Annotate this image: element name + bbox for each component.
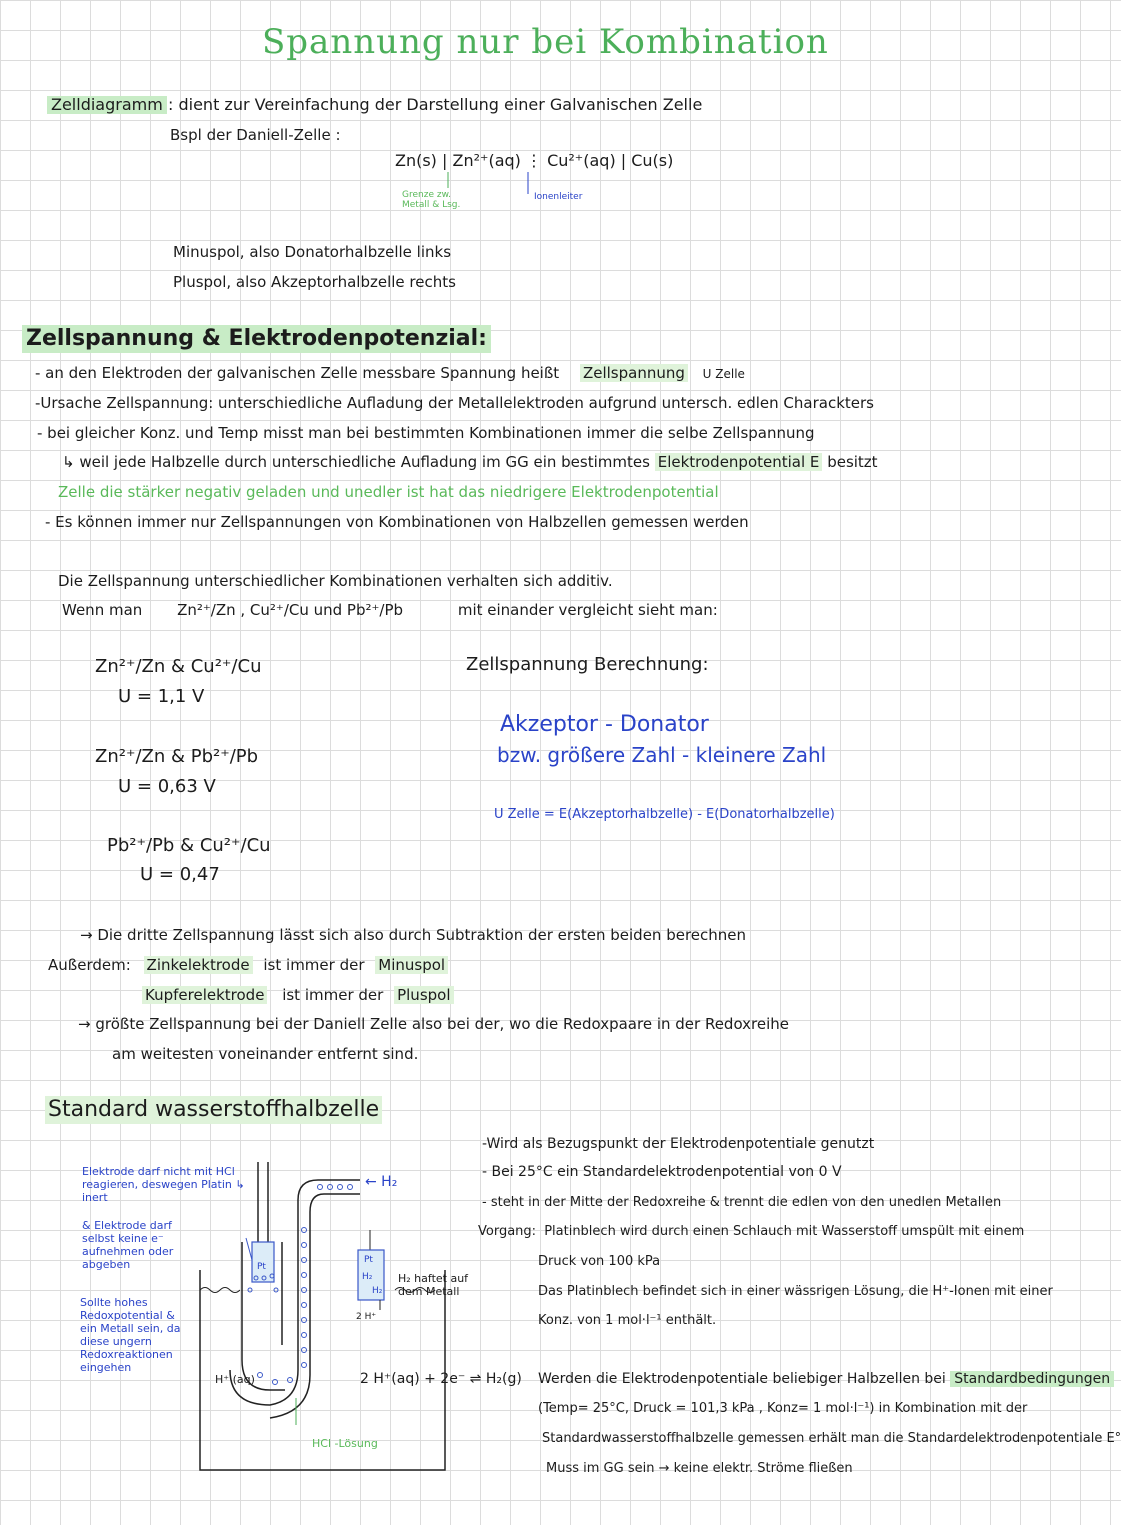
hydrogen-equation: 2 H⁺(aq) + 2e⁻ ⇌ H₂(g)	[360, 1371, 522, 1387]
pluspol-text: Pluspol, also Akzeptorhalbzelle rechts	[173, 273, 456, 291]
left-note-2: & Elektrode darf selbst keine e⁻ aufnehmen oder abgeben	[82, 1219, 174, 1271]
conclusion-ist1: ist immer der	[263, 956, 365, 974]
additiv-line2	[62, 601, 718, 619]
conclusion-line5: am weitesten voneinander entfernt sind.	[112, 1045, 419, 1063]
final-line-2: (Temp= 25°C, Druck = 101,3 kPa , Konz= 1 mol·l⁻¹) in Kombination mit der	[538, 1401, 1028, 1416]
example-2-value: U = 0,63 V	[118, 776, 216, 797]
minuspol-text: Minuspol, also Donatorhalbzelle links	[173, 243, 452, 261]
additiv-post: mit einander vergleicht sieht man:	[457, 601, 718, 619]
conclusion-ausserdem: Außerdem:	[48, 956, 131, 974]
final-line-3: Standardwasserstoffhalbzelle gemessen erhält man die Standardelektrodenpotentiale E°	[542, 1431, 1121, 1446]
label-h2-small: H₂	[372, 1286, 383, 1296]
additiv-line1: Die Zellspannung unterschiedlicher Kombinationen verhalten sich additiv.	[58, 572, 613, 590]
additiv-pre: Wenn man	[62, 601, 143, 619]
line1-pre: - an den Elektroden der galvanischen Zelle messbare Spannung heißt	[35, 364, 560, 382]
label-2h: 2 H⁺	[356, 1312, 377, 1322]
example-3-value: U = 0,47	[140, 864, 220, 885]
zellspannung-line2: -Ursache Zellspannung: unterschiedliche Aufladung der Metallelektroden aufgrund untersch. edlen Charackters	[35, 394, 874, 412]
left-note-3: Sollte hohes Redoxpotential & ein Metall sein, da diese ungern Redoxreaktionen eingehen	[80, 1296, 181, 1374]
conclusion-line2	[48, 956, 448, 974]
conclusion-line3	[142, 986, 454, 1004]
zelldiagramm-example: Bspl der Daniell-Zelle :	[170, 126, 341, 144]
berechnung-line1: Akzeptor - Donator	[500, 712, 709, 737]
vorgang-line-4: Konz. von 1 mol·l⁻¹ enthält.	[538, 1313, 717, 1328]
note-ion: Ionenleiter	[534, 192, 583, 202]
zellspannung-heading: Zellspannung & Elektrodenpotenzial:	[22, 325, 491, 353]
conclusion-ist2: ist immer der	[282, 986, 384, 1004]
standard-heading: Standard wasserstoffhalbzelle	[45, 1096, 382, 1124]
conclusion-zink: Zinkelektrode	[144, 956, 253, 974]
line1-term: Zellspannung	[580, 364, 688, 382]
final-pre: Werden die Elektrodenpotentiale beliebiger Halbzellen bei	[538, 1371, 946, 1387]
zellspannung-line1	[35, 364, 745, 383]
vorgang-line-1	[478, 1223, 1024, 1241]
final-line-1	[538, 1370, 1114, 1388]
line4-post: besitzt	[827, 453, 878, 471]
example-2-pair: Zn²⁺/Zn & Pb²⁺/Pb	[95, 746, 259, 767]
vorgang-label: Vorgang:	[478, 1224, 537, 1239]
label-pt: Pt	[257, 1262, 266, 1272]
line4-pre: ↳ weil jede Halbzelle durch unterschiedliche Aufladung im GG ein bestimmtes	[62, 453, 650, 471]
final-highlight: Standardbedingungen	[950, 1371, 1114, 1387]
page-title: Spannung nur bei Kombination	[262, 22, 829, 62]
zellspannung-line6: - Es können immer nur Zellspannungen von Kombinationen von Halbzellen gemessen werden	[45, 513, 749, 531]
example-3-pair: Pb²⁺/Pb & Cu²⁺/Cu	[107, 835, 271, 856]
line4-term: Elektrodenpotential E	[655, 453, 823, 471]
label-h2-arrow: ← H₂	[365, 1174, 398, 1190]
zellspannung-line5: Zelle die stärker negativ geladen und unedler ist hat das niedrigere Elektrodenpotential	[58, 483, 719, 501]
example-1-value: U = 1,1 V	[118, 686, 205, 707]
conclusion-line4: → größte Zellspannung bei der Daniell Zelle also bei der, wo die Redoxpaare in der Redoxreihe	[78, 1015, 790, 1033]
hydrogen-electrode-diagram	[190, 1150, 490, 1480]
label-hcl: HCl -Lösung	[312, 1437, 378, 1450]
conclusion-line1: → Die dritte Zellspannung lässt sich also durch Subtraktion der ersten beiden berechnen	[80, 926, 747, 944]
conclusion-kupfer: Kupferelektrode	[142, 986, 267, 1004]
note-boundary: Grenze zw. Metall & Lsg.	[402, 190, 461, 210]
label-h-aq: H⁺ (aq)	[215, 1373, 255, 1386]
conclusion-minuspol: Minuspol	[375, 956, 448, 974]
vorgang-line-2: Druck von 100 kPa	[538, 1254, 661, 1269]
zelldiagramm-definition: : dient zur Vereinfachung der Darstellung einer Galvanischen Zelle	[168, 95, 703, 114]
label-h2-haftet: H₂ haftet auf dem Metall	[398, 1272, 469, 1298]
right-line-2: - Bei 25°C ein Standardelektrodenpotential von 0 V	[482, 1164, 842, 1180]
berechnung-line2: bzw. größere Zahl - kleinere Zahl	[497, 743, 827, 767]
additiv-pairs: Zn²⁺/Zn , Cu²⁺/Cu und Pb²⁺/Pb	[177, 601, 404, 619]
vorgang-text-1: Platinblech wird durch einen Schlauch mit Wasserstoff umspült mit einem	[544, 1224, 1025, 1239]
diagram-arrows	[0, 0, 1080, 220]
berechnung-formula: U Zelle = E(Akzeptorhalbzelle) - E(Donatorhalbzelle)	[494, 807, 835, 822]
example-1-pair: Zn²⁺/Zn & Cu²⁺/Cu	[95, 656, 262, 677]
label-pt-inset: Pt	[364, 1255, 373, 1265]
zelldiagramm-diagram: Zn(s) | Zn²⁺(aq) ⋮ Cu²⁺(aq) | Cu(s)	[395, 151, 674, 170]
right-line-1: -Wird als Bezugspunkt der Elektrodenpotentiale genutzt	[482, 1136, 875, 1152]
zelldiagramm-term: Zelldiagramm	[47, 96, 167, 114]
vorgang-line-3: Das Platinblech befindet sich in einer wässrigen Lösung, die H⁺-Ionen mit einer	[538, 1284, 1053, 1299]
zellspannung-line3: - bei gleicher Konz. und Temp misst man bei bestimmten Kombinationen immer die selbe Zellspannung	[37, 424, 815, 442]
right-line-3: - steht in der Mitte der Redoxreihe & trennt die edlen von den unedlen Metallen	[482, 1195, 1002, 1210]
zellspannung-line4	[62, 453, 878, 471]
label-h2-inner: H₂	[362, 1272, 373, 1282]
final-line-4: Muss im GG sein → keine elektr. Ströme fließen	[546, 1461, 853, 1476]
conclusion-pluspol: Pluspol	[394, 986, 453, 1004]
left-note-1: Elektrode darf nicht mit HCl reagieren, deswegen Platin ↳ inert	[82, 1165, 245, 1204]
berechnung-heading: Zellspannung Berechnung:	[466, 654, 709, 675]
line1-sym: U Zelle	[702, 367, 745, 381]
